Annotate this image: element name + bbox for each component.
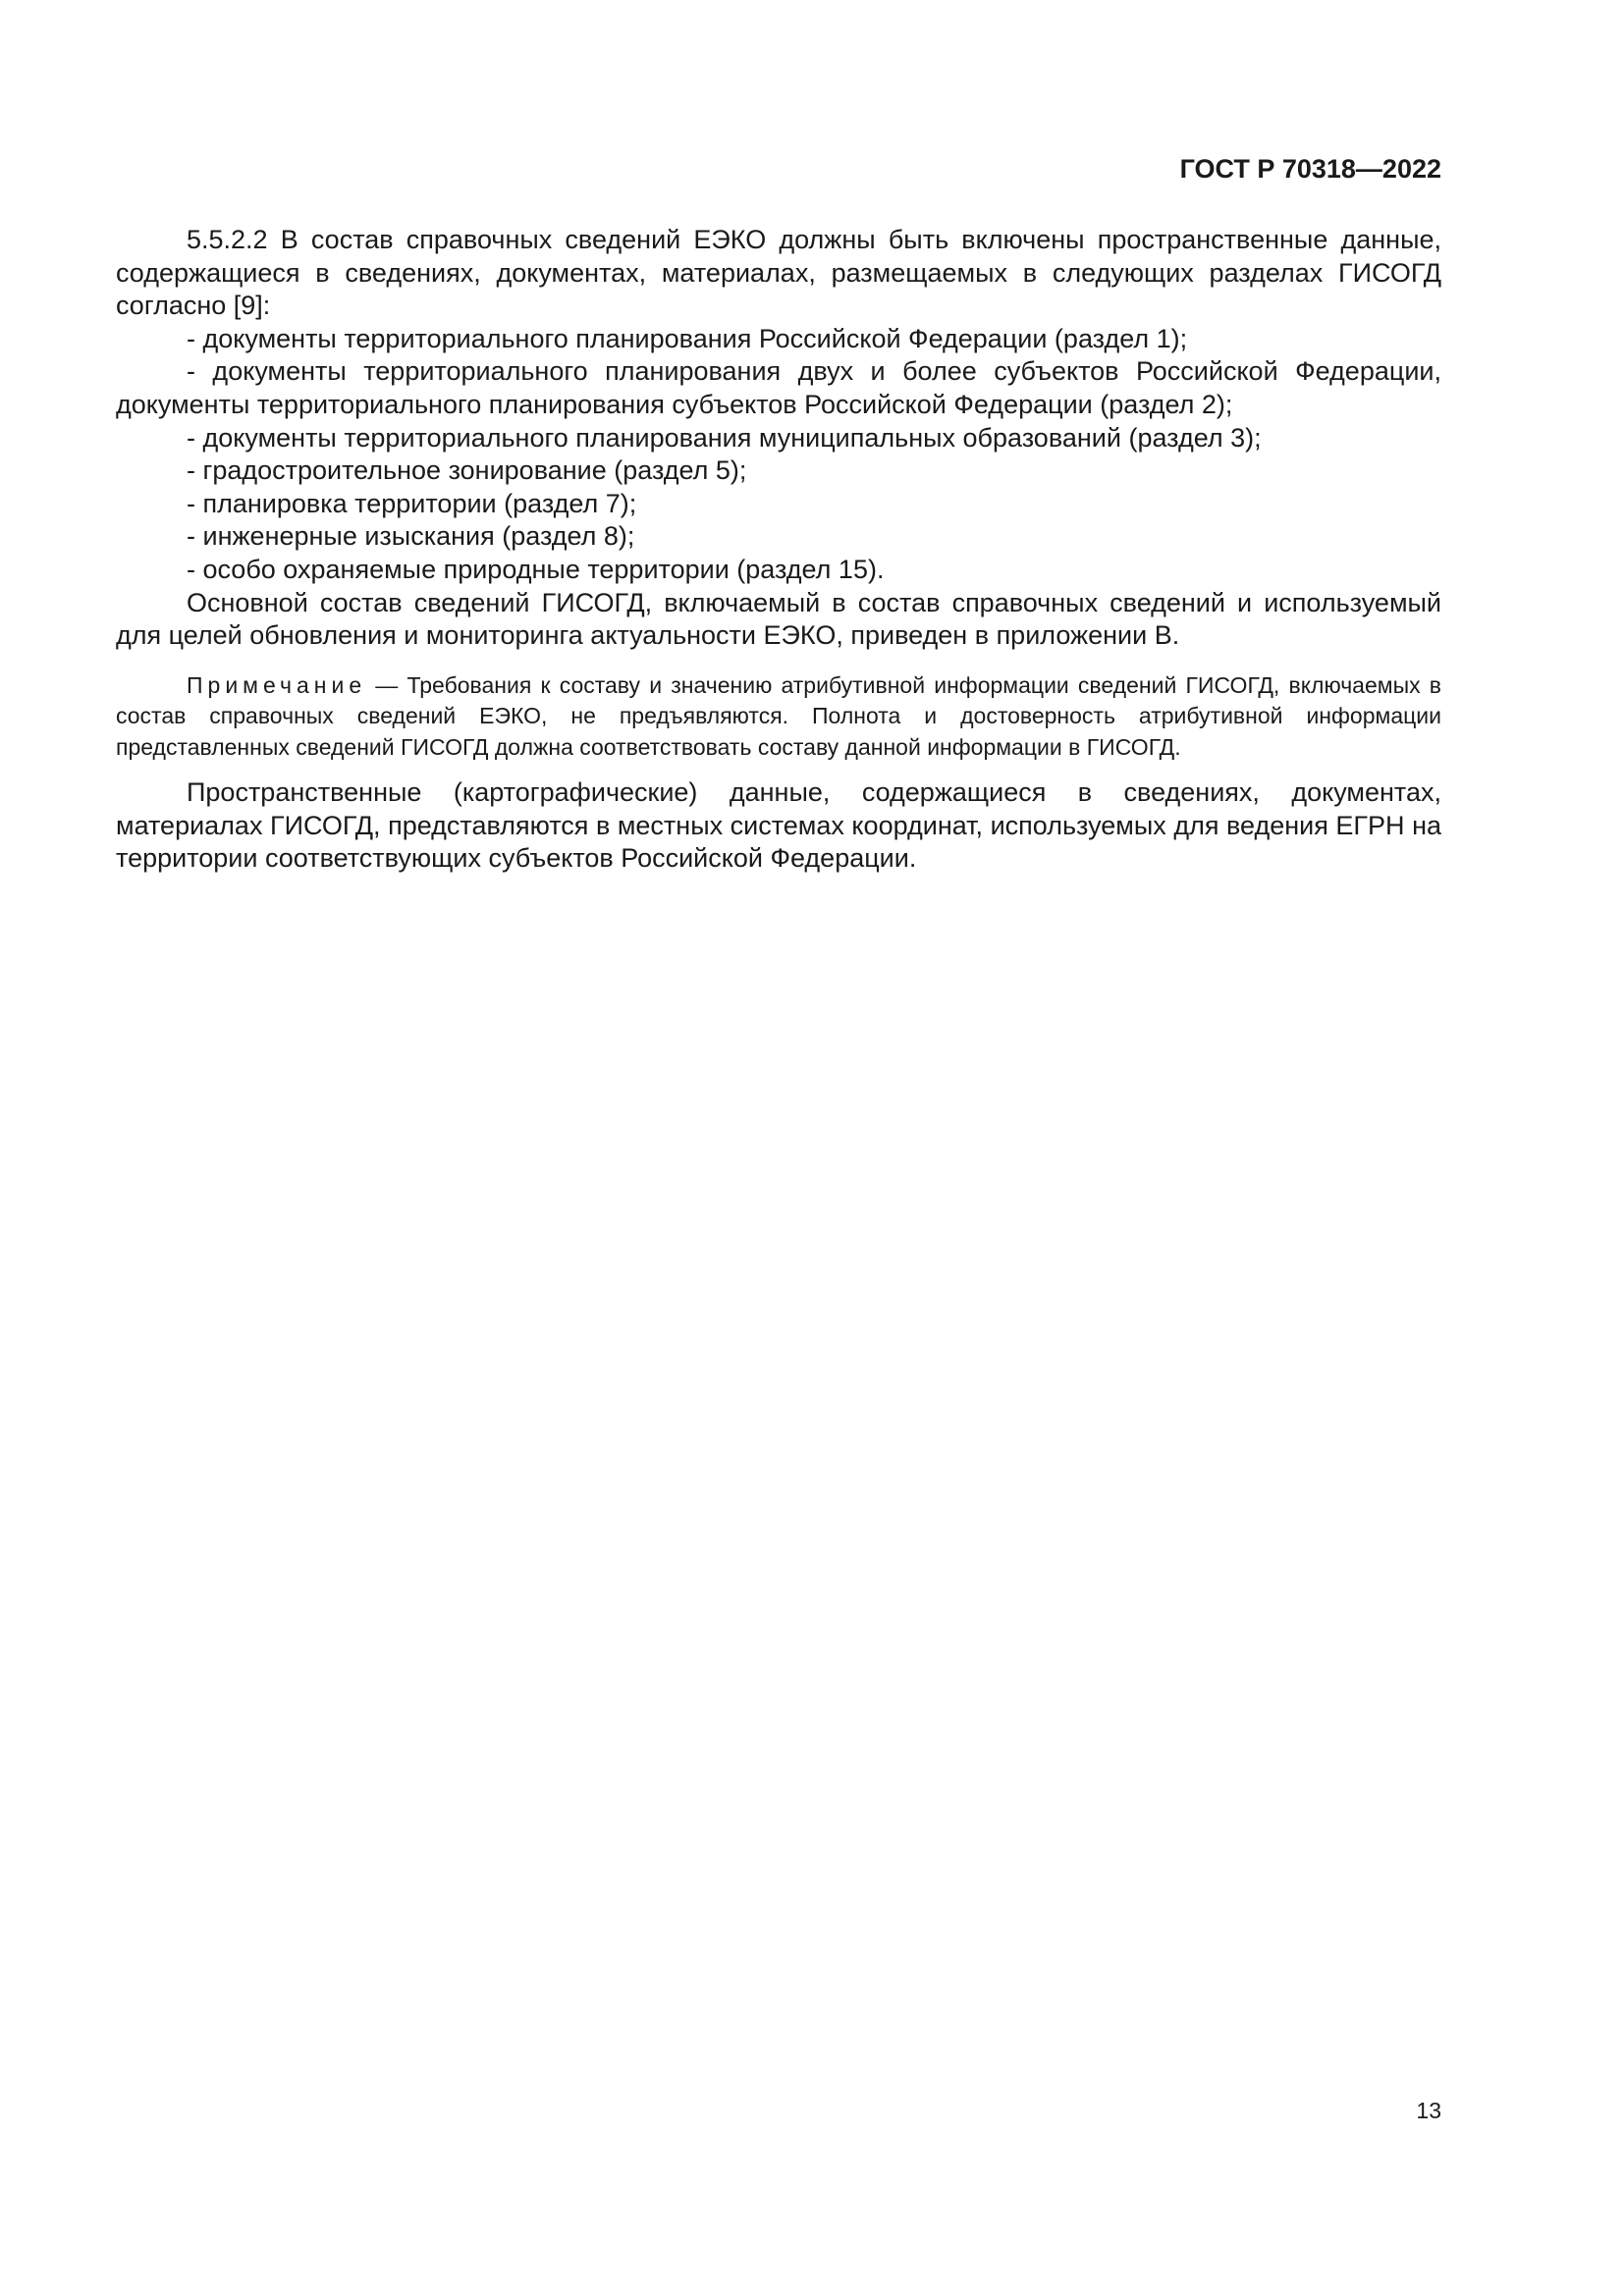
list-item: - особо охраняемые природные территории (раздел 15). (187, 554, 885, 584)
document-code-header: ГОСТ Р 70318—2022 (1179, 154, 1441, 184)
spatial-data-paragraph: Пространственные (картографические) данные, содержащиеся в сведениях, документах, материалах ГИСОГД, представляются в местных системах координат, используемых для ведения ЕГРН на территории соответствующих субъектов Российской Федерации. (116, 777, 1441, 874)
document-body (116, 224, 1441, 876)
clause-5-5-2-2-intro: 5.5.2.2 В состав справочных сведений ЕЭКО должны быть включены пространственные данные, содержащиеся в сведениях, документах, материалах, размещаемых в следующих разделах ГИСОГД согласно [9]: (116, 225, 1441, 321)
note-block (116, 670, 1441, 764)
list-item: - градостроительное зонирование (раздел 5); (187, 455, 747, 486)
page-number: 13 (1416, 2098, 1441, 2123)
list-item: - документы территориального планирования муниципальных образований (раздел 3); (187, 422, 1262, 453)
main-composition-paragraph: Основной состав сведений ГИСОГД, включаемый в состав справочных сведений и используемый для целей обновления и мониторинга актуальности ЕЭКО, приведен в приложении В. (116, 587, 1441, 651)
list-item: - инженерные изыскания (раздел 8); (187, 521, 635, 552)
note-label: Примечание (187, 671, 367, 698)
list-item: - планировка территории (раздел 7); (187, 488, 637, 518)
list-item: - документы территориального планирования двух и более субъектов Российской Федерации, документы территориального планирования субъектов Российской Федерации (раздел 2); (116, 356, 1441, 419)
note-text: — Требования к составу и значению атрибутивной информации сведений ГИСОГД, включаемых в состав справочных сведений ЕЭКО, не предъявляются. Полнота и достоверность атрибутивной информации представленных сведений ГИСОГД должна соответствовать составу данной информации в ГИСОГД. (116, 671, 1441, 760)
list-item: - документы территориального планирования Российской Федерации (раздел 1); (187, 323, 1188, 353)
